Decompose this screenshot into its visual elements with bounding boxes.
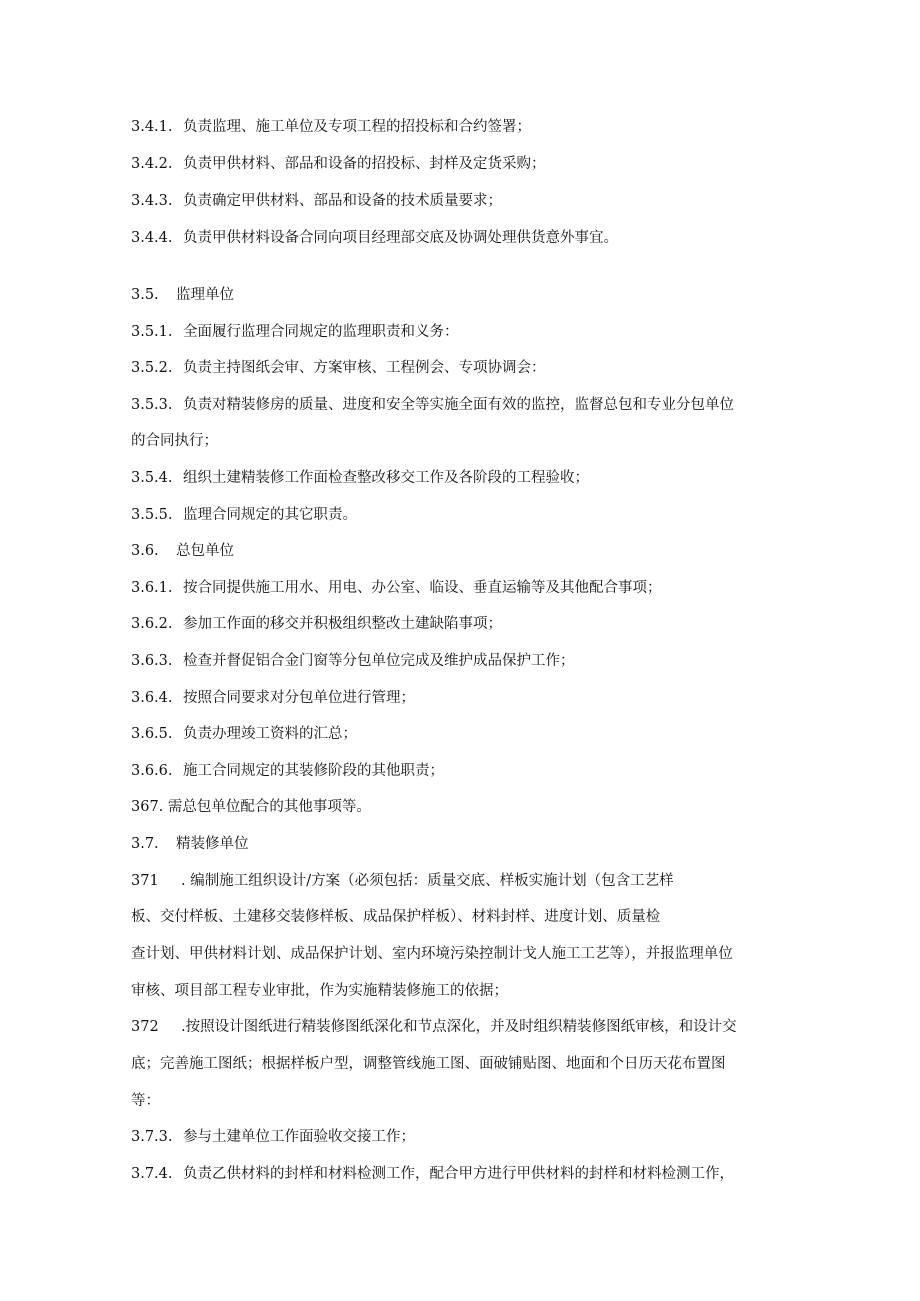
- clause-3-4-1: 3.4.1. 负责监理、施工单位及专项工程的招投标和合约签署；: [131, 119, 531, 135]
- clause-3-5-2: 3.5.2. 负责主持图纸会审、方案审核、工程例会、专项协调会：: [131, 360, 546, 376]
- clause-3-5-3: 3.5.3. 负责对精装修房的质量、进度和安全等实施全面有效的监控，监督总包和专业分包单位: [131, 397, 734, 413]
- clause-3-7-2-line-3: 等：: [131, 1093, 160, 1109]
- clause-3-6-5: 3.6.5. 负责办理竣工资料的汇总；: [131, 726, 357, 742]
- clause-3-4-4: 3.4.4. 负责甲供材料设备合同向项目经理部交底及协调处理供货意外事宜。: [131, 230, 618, 246]
- clause-3-7-1-line-4: 审核、项目部工程专业审批，作为实施精装修施工的依据；: [131, 983, 508, 999]
- clause-3-7-1: 371 . 编制施工组织设计/方案（必须包括：质量交底、样板实施计划（包含工艺样: [131, 873, 674, 889]
- clause-3-5-5: 3.5.5. 监理合同规定的其它职责。: [131, 507, 357, 523]
- clause-3-6-7: 367. 需总包单位配合的其他事项等。: [131, 799, 371, 815]
- clause-3-4-3: 3.4.3. 负责确定甲供材料、部品和设备的技术质量要求；: [131, 193, 502, 209]
- clause-3-6-6: 3.6.6. 施工合同规定的其装修阶段的其他职责；: [131, 763, 444, 779]
- clause-3-7-1-line-2: 板、交付样板、土建移交装修样板、成品保护样板）、材料封样、进度计划、质量检: [131, 909, 661, 925]
- clause-3-6-4: 3.6.4. 按照合同要求对分包单位进行管理；: [131, 690, 415, 706]
- clause-3-7-1-line-3: 查计划、甲供材料计划、成品保护计划、室内环境污染控制计戈人施工工艺等），并报监理单位: [131, 946, 733, 962]
- clause-3-7-4: 3.7.4. 负责乙供材料的封样和材料检测工作，配合甲方进行甲供材料的封样和材料检测工作，: [131, 1166, 734, 1182]
- section-heading-3-6: 3.6. 总包单位: [131, 543, 234, 559]
- clause-3-5-3-continued: 的合同执行；: [131, 433, 218, 449]
- clause-3-4-2: 3.4.2. 负责甲供材料、部品和设备的招投标、封样及定货采购；: [131, 156, 546, 172]
- clause-3-6-2: 3.6.2. 参加工作面的移交并积极组织整改土建缺陷事项；: [131, 616, 502, 632]
- clause-3-5-4: 3.5.4. 组织土建精装修工作面检查整改移交工作及各阶段的工程验收；: [131, 470, 589, 486]
- section-heading-3-5: 3.5. 监理单位: [131, 287, 234, 303]
- clause-3-6-1: 3.6.1. 按合同提供施工用水、用电、办公室、临设、垂直运输等及其他配合事项；: [131, 580, 662, 596]
- clause-3-7-2-line-2: 底；完善施工图纸；根据样板户型，调整管线施工图、面破铺贴图、地面和个日历天花布置图: [131, 1056, 726, 1072]
- clause-3-5-1: 3.5.1. 全面履行监理合同规定的监理职责和义务：: [131, 324, 459, 340]
- clause-3-6-3: 3.6.3. 检查并督促铝合金门窗等分包单位完成及维护成品保护工作；: [131, 653, 575, 669]
- clause-3-7-3: 3.7.3. 参与土建单位工作面验收交接工作；: [131, 1129, 415, 1145]
- section-heading-3-7: 3.7. 精装修单位: [131, 836, 249, 852]
- clause-3-7-2: 372 .按照设计图纸进行精装修图纸深化和节点深化，并及时组织精装修图纸审核，和设计交: [131, 1019, 737, 1035]
